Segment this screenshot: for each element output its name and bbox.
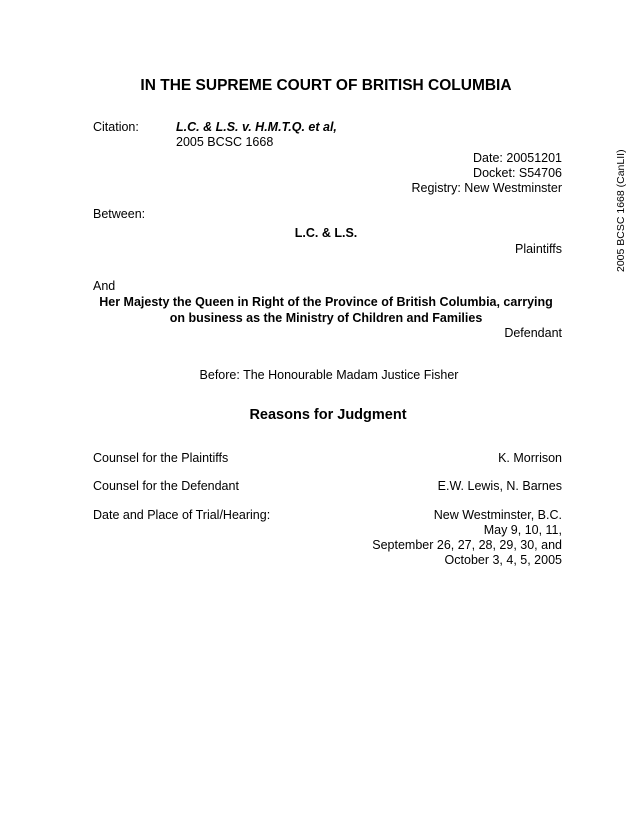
plaintiffs-role: Plaintiffs	[514, 242, 562, 256]
and-label: And	[93, 279, 116, 293]
between-label: Between:	[93, 207, 146, 221]
counsel-plaintiffs-label: Counsel for the Plaintiffs	[93, 451, 229, 465]
counsel-plaintiffs-value: K. Morrison	[498, 451, 562, 465]
reasons-heading: Reasons for Judgment	[249, 407, 407, 423]
counsel-defendant-label: Counsel for the Defendant	[93, 479, 239, 493]
before-justice: Before: The Honourable Madam Justice Fisher	[199, 368, 459, 382]
trial-label: Date and Place of Trial/Hearing:	[93, 508, 271, 522]
defendant-name-line-1: Her Majesty the Queen in Right of the Province of British Columbia, carrying	[99, 295, 553, 309]
trial-dates-line: October 3, 4, 5, 2005	[444, 553, 562, 567]
judgment-date: Date: 20051201	[473, 151, 562, 165]
canlii-stamp: 2005 BCSC 1668 (CanLII)	[615, 149, 627, 272]
neutral-citation: 2005 BCSC 1668	[176, 135, 274, 149]
court-title: IN THE SUPREME COURT OF BRITISH COLUMBIA	[140, 77, 512, 94]
registry: Registry: New Westminster	[411, 181, 562, 195]
defendant-role: Defendant	[504, 326, 562, 340]
citation-label: Citation:	[93, 120, 139, 134]
case-name: L.C. & L.S. v. H.M.T.Q. et al,	[176, 120, 337, 134]
trial-dates-line: May 9, 10, 11,	[483, 523, 562, 537]
trial-place: New Westminster, B.C.	[433, 508, 562, 522]
plaintiffs-name: L.C. & L.S.	[294, 226, 358, 240]
defendant-name-line-2: on business as the Ministry of Children and Families	[169, 311, 483, 325]
counsel-defendant-value: E.W. Lewis, N. Barnes	[437, 479, 562, 493]
docket-number: Docket: S54706	[473, 166, 562, 180]
trial-dates-line: September 26, 27, 28, 29, 30, and	[372, 538, 562, 552]
